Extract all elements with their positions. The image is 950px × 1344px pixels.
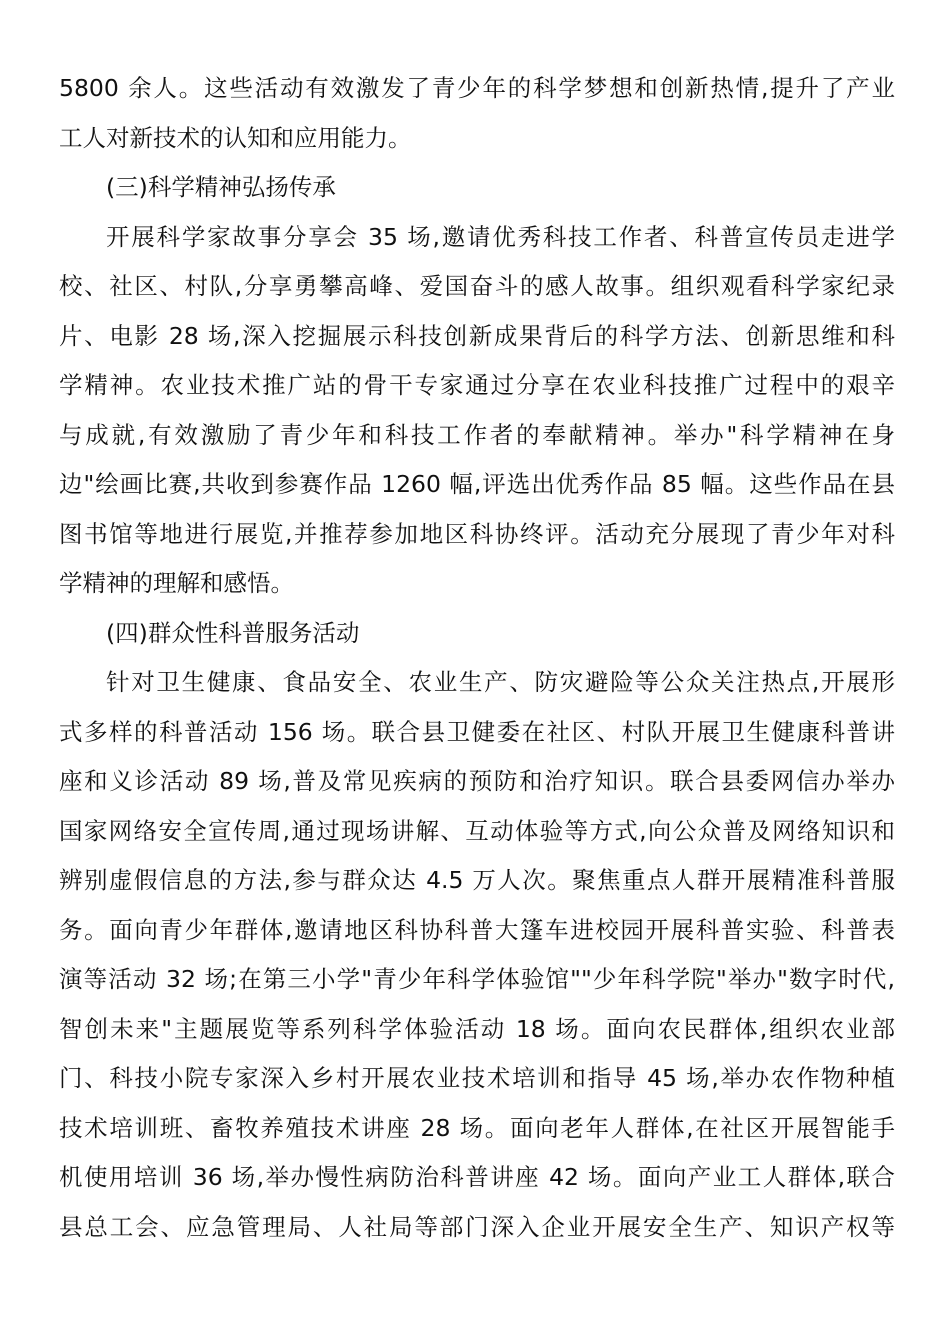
text-line: 边"绘画比赛,共收到参赛作品 1260 幅,评选出优秀作品 85 幅。这些作品在县 [59,470,895,498]
section-heading-4: (四)群众性科普服务活动 [106,618,360,647]
text-line: 演等活动 32 场;在第三小学"青少年科学体验馆""少年科学院"举办"数字时代, [59,965,895,993]
text-line: 县总工会、应急管理局、人社局等部门深入企业开展安全生产、知识产权等 [59,1212,895,1241]
text-line: 式多样的科普活动 156 场。联合县卫健委在社区、村队开展卫生健康科普讲 [59,717,895,746]
text-line: 门、科技小院专家深入乡村开展农业技术培训和指导 45 场,举办农作物种植 [59,1064,895,1092]
text-line: 学精神。农业技术推广站的骨干专家通过分享在农业科技推广过程中的艰辛 [59,371,895,399]
text-line: 国家网络安全宣传周,通过现场讲解、互动体验等方式,向公众普及网络知识和 [59,816,895,845]
text-line: 智创未来"主题展览等系列科学体验活动 18 场。面向农民群体,组织农业部 [59,1014,895,1043]
text-line: 学精神的理解和感悟。 [59,569,294,597]
text-line: 工人对新技术的认知和应用能力。 [59,123,412,152]
text-line: 片、电影 28 场,深入挖掘展示科技创新成果背后的科学方法、创新思维和科 [59,321,895,350]
text-line: 校、社区、村队,分享勇攀高峰、爱国奋斗的感人故事。组织观看科学家纪录 [59,272,895,300]
text-line: 务。面向青少年群体,邀请地区科协科普大篷车进校园开展科普实验、科普表 [59,915,895,944]
text-line: 开展科学家故事分享会 35 场,邀请优秀科技工作者、科普宣传员走进学 [106,222,895,251]
text-line: 5800 余人。这些活动有效激发了青少年的科学梦想和创新热情,提升了产业 [59,74,895,102]
text-line: 座和义诊活动 89 场,普及常见疾病的预防和治疗知识。联合县委网信办举办 [59,767,895,795]
text-line: 技术培训班、畜牧养殖技术讲座 28 场。面向老年人群体,在社区开展智能手 [59,1113,895,1142]
text-line: 图书馆等地进行展览,并推荐参加地区科协终评。活动充分展现了青少年对科 [59,519,895,548]
text-line: 机使用培训 36 场,举办慢性病防治科普讲座 42 场。面向产业工人群体,联合 [59,1163,895,1191]
section-heading-3: (三)科学精神弘扬传承 [106,173,336,201]
document-page [59,64,895,1252]
text-line: 辨别虚假信息的方法,参与群众达 4.5 万人次。聚焦重点人群开展精准科普服 [59,866,895,894]
text-line: 与成就,有效激励了青少年和科技工作者的奉献精神。举办"科学精神在身 [59,420,895,449]
text-line: 针对卫生健康、食品安全、农业生产、防灾避险等公众关注热点,开展形 [106,668,895,696]
